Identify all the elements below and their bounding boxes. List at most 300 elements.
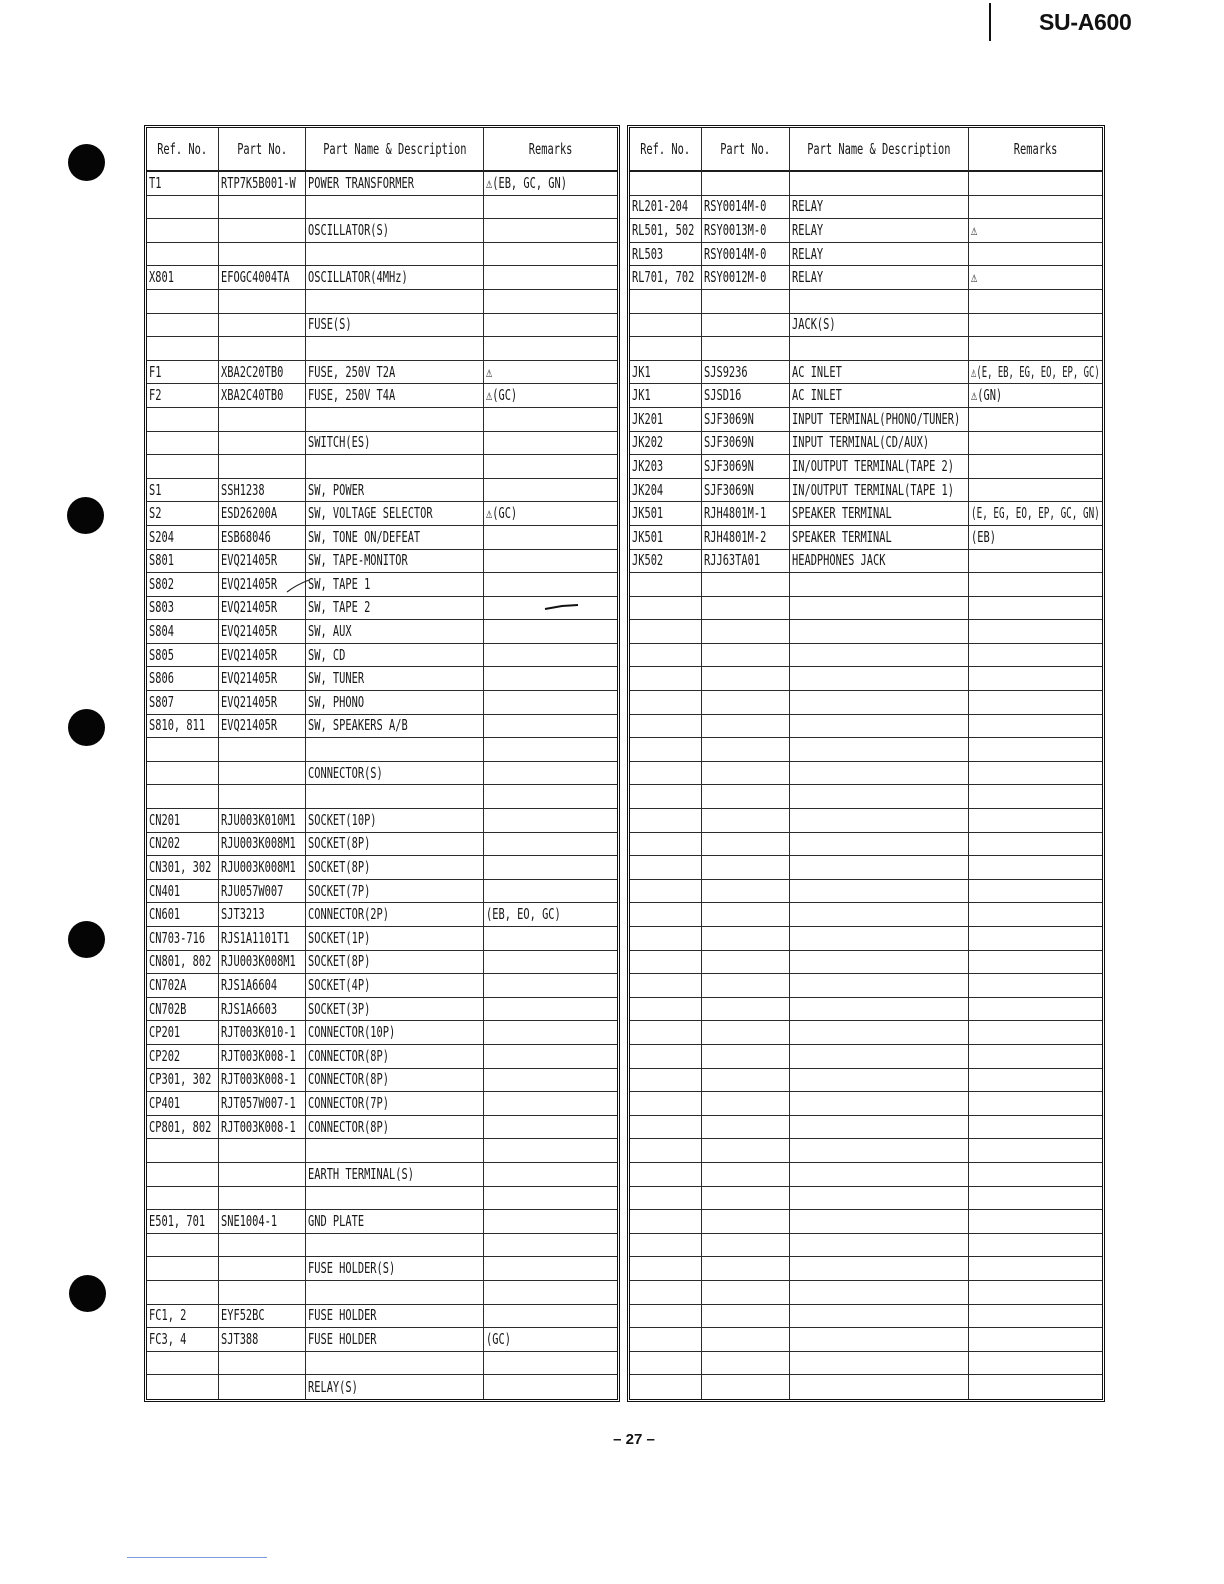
ref-no-cell: [147, 1257, 219, 1281]
ref-no-cell: [630, 1352, 702, 1376]
part-no-text: RJH4801M-2: [704, 527, 767, 546]
part-no-text: SJF3069N: [704, 409, 754, 428]
ref-no-cell: [630, 880, 702, 904]
remarks-cell: [484, 573, 617, 597]
part-name-cell: [306, 1305, 484, 1329]
ref-no-text: CP301, 302: [149, 1070, 212, 1089]
part-name-cell: [790, 266, 969, 290]
remarks-cell: [484, 856, 617, 880]
part-name-cell: [790, 833, 969, 857]
part-no-cell: [702, 1305, 790, 1329]
ref-no-text: CN601: [149, 905, 181, 924]
remarks-cell: [484, 620, 617, 644]
part-name-cell: [790, 951, 969, 975]
part-name-cell: [790, 314, 969, 338]
ref-no-cell: [630, 738, 702, 762]
remarks-cell: [969, 408, 1102, 432]
part-name-cell: [306, 1352, 484, 1376]
part-name-cell: [790, 998, 969, 1022]
remarks-cell: [969, 479, 1102, 503]
ref-no-cell: [630, 1021, 702, 1045]
ref-no-cell: [147, 1328, 219, 1352]
ref-no-cell: [630, 243, 702, 267]
part-name-cell: [790, 1257, 969, 1281]
part-no-cell: [219, 1375, 306, 1399]
ref-no-text: F1: [149, 362, 162, 381]
ref-no-cell: [630, 1187, 702, 1211]
remarks-cell: [969, 1187, 1102, 1211]
part-no-text: EVQ21405R: [221, 551, 278, 570]
part-name-cell: [306, 172, 484, 196]
part-no-text: RSY0014M-0: [704, 244, 767, 263]
part-name-cell: [790, 597, 969, 621]
remarks-cell: [969, 196, 1102, 220]
column-header-ref-no: [630, 128, 702, 172]
ref-no-cell: [147, 1352, 219, 1376]
part-name-cell: [306, 1257, 484, 1281]
remarks-cell: [484, 172, 617, 196]
remarks-cell: [484, 738, 617, 762]
ref-no-cell: [630, 550, 702, 574]
ref-no-text: CN702A: [149, 975, 187, 994]
remarks-cell: [484, 408, 617, 432]
ref-no-text: CN201: [149, 810, 181, 829]
part-name-text: FUSE HOLDER(S): [308, 1259, 396, 1278]
part-name-text: FUSE(S): [308, 315, 352, 334]
part-no-cell: [219, 455, 306, 479]
part-name-cell: [306, 1163, 484, 1187]
part-no-cell: [219, 266, 306, 290]
part-name-cell: [790, 1187, 969, 1211]
part-no-text: RJJ63TA01: [704, 551, 761, 570]
part-name-cell: [306, 479, 484, 503]
remarks-cell: [484, 1163, 617, 1187]
part-name-text: CONNECTOR(8P): [308, 1070, 390, 1089]
part-name-cell: [306, 809, 484, 833]
part-no-cell: [219, 196, 306, 220]
ref-no-text: CN202: [149, 834, 181, 853]
remarks-cell: [484, 667, 617, 691]
part-no-cell: [219, 1352, 306, 1376]
part-no-cell: [702, 1234, 790, 1258]
remarks-cell: [969, 785, 1102, 809]
part-name-text: SW, TAPE 2: [308, 598, 371, 617]
remarks-cell: [969, 1305, 1102, 1329]
ref-no-cell: [630, 172, 702, 196]
ref-no-text: E501, 701: [149, 1211, 206, 1230]
part-no-text: RJU003K008M1: [221, 834, 296, 853]
remarks-cell: [969, 738, 1102, 762]
part-name-text: SW, TAPE 1: [308, 574, 371, 593]
part-name-cell: [790, 290, 969, 314]
part-no-cell: [702, 762, 790, 786]
remarks-cell: [969, 1234, 1102, 1258]
column-header-ref-no-text: Ref. No.: [157, 139, 208, 158]
part-name-cell: [790, 1021, 969, 1045]
part-no-text: RSY0013M-0: [704, 220, 767, 239]
ref-no-cell: [630, 785, 702, 809]
part-no-cell: [219, 974, 306, 998]
part-name-cell: [306, 219, 484, 243]
ref-no-cell: [630, 715, 702, 739]
part-name-cell: [306, 1139, 484, 1163]
ref-no-cell: [147, 927, 219, 951]
part-name-cell: [790, 219, 969, 243]
part-name-cell: [306, 1045, 484, 1069]
part-name-text: SW, POWER: [308, 480, 365, 499]
part-name-cell: [790, 785, 969, 809]
part-no-cell: [702, 502, 790, 526]
ref-no-text: CP401: [149, 1093, 181, 1112]
part-name-text: SW, CD: [308, 645, 346, 664]
part-no-text: RSY0014M-0: [704, 197, 767, 216]
part-no-text: RJT057W007-1: [221, 1093, 296, 1112]
ref-no-cell: [630, 974, 702, 998]
part-name-text: OSCILLATOR(4MHz): [308, 268, 408, 287]
remarks-cell: [484, 974, 617, 998]
part-name-text: RELAY: [792, 197, 824, 216]
ref-no-text: T1: [149, 173, 162, 192]
ref-no-cell: [630, 1139, 702, 1163]
ref-no-cell: [630, 266, 702, 290]
ref-no-cell: [630, 667, 702, 691]
ref-no-cell: [147, 856, 219, 880]
part-no-cell: [702, 998, 790, 1022]
remarks-cell: [969, 809, 1102, 833]
part-name-text: JACK(S): [792, 315, 836, 334]
part-name-text: IN/OUTPUT TERMINAL(TAPE 1): [792, 480, 955, 499]
remarks-text: ⚠(GC): [486, 504, 518, 523]
part-no-cell: [702, 384, 790, 408]
remarks-cell: [969, 644, 1102, 668]
part-no-text: RJS1A1101T1: [221, 928, 290, 947]
part-name-cell: [790, 1045, 969, 1069]
part-no-text: RJT003K008-1: [221, 1070, 296, 1089]
part-no-cell: [219, 432, 306, 456]
part-name-cell: [306, 361, 484, 385]
part-name-cell: [306, 1234, 484, 1258]
part-name-cell: [306, 762, 484, 786]
column-header-part-no-text: Part No.: [237, 139, 287, 158]
part-no-cell: [702, 337, 790, 361]
remarks-cell: [969, 1139, 1102, 1163]
ref-no-text: S804: [149, 622, 174, 641]
part-name-cell: [790, 903, 969, 927]
remarks-cell: [969, 1257, 1102, 1281]
part-no-text: EVQ21405R: [221, 598, 278, 617]
part-name-cell: [790, 408, 969, 432]
ref-no-cell: [147, 314, 219, 338]
part-no-text: RJU003K010M1: [221, 810, 296, 829]
part-no-cell: [702, 1021, 790, 1045]
ref-no-text: CN702B: [149, 999, 187, 1018]
part-no-cell: [219, 1045, 306, 1069]
ref-no-text: JK201: [632, 409, 664, 428]
part-no-cell: [702, 432, 790, 456]
part-no-cell: [702, 243, 790, 267]
part-name-cell: [790, 809, 969, 833]
remarks-cell: [969, 172, 1102, 196]
part-name-text: CONNECTOR(10P): [308, 1023, 396, 1042]
remarks-cell: [969, 314, 1102, 338]
ref-no-cell: [147, 384, 219, 408]
remarks-cell: [969, 550, 1102, 574]
remarks-text: ⚠(EB, GC, GN): [486, 173, 568, 192]
remarks-cell: [484, 785, 617, 809]
part-no-text: SNE1004-1: [221, 1211, 278, 1230]
ref-no-cell: [147, 408, 219, 432]
part-name-cell: [790, 384, 969, 408]
part-no-cell: [219, 1257, 306, 1281]
remarks-cell: [484, 290, 617, 314]
remarks-cell: [969, 998, 1102, 1022]
part-no-cell: [702, 479, 790, 503]
part-name-text: FUSE, 250V T4A: [308, 386, 396, 405]
ref-no-cell: [147, 361, 219, 385]
remarks-cell: [484, 1257, 617, 1281]
part-no-cell: [219, 809, 306, 833]
part-no-text: SJS9236: [704, 362, 748, 381]
part-no-cell: [702, 856, 790, 880]
column-header-part-name: [306, 128, 484, 172]
binder-hole: [68, 144, 105, 181]
ref-no-cell: [147, 1187, 219, 1211]
part-no-text: SJF3069N: [704, 433, 754, 452]
parts-table-left: [144, 125, 620, 1402]
remarks-cell: [969, 384, 1102, 408]
part-name-cell: [790, 573, 969, 597]
part-name-text: CONNECTOR(S): [308, 763, 383, 782]
remarks-cell: [484, 644, 617, 668]
part-name-cell: [306, 502, 484, 526]
ref-no-cell: [630, 951, 702, 975]
part-no-text: RJT003K010-1: [221, 1023, 296, 1042]
part-name-cell: [306, 550, 484, 574]
ref-no-cell: [630, 314, 702, 338]
part-name-text: AC INLET: [792, 386, 842, 405]
ref-no-cell: [147, 1281, 219, 1305]
part-name-text: CONNECTOR(8P): [308, 1046, 390, 1065]
ref-no-text: S801: [149, 551, 174, 570]
part-no-cell: [219, 1021, 306, 1045]
remarks-cell: [484, 361, 617, 385]
remarks-cell: [484, 1305, 617, 1329]
remarks-cell: [969, 762, 1102, 786]
ref-no-cell: [147, 667, 219, 691]
remarks-text: ⚠(GN): [971, 386, 1003, 405]
column-header-part-no-text: Part No.: [720, 139, 771, 158]
part-no-cell: [219, 785, 306, 809]
part-no-cell: [702, 172, 790, 196]
part-name-text: FUSE HOLDER: [308, 1306, 377, 1325]
ref-no-cell: [147, 219, 219, 243]
ref-no-cell: [630, 408, 702, 432]
part-no-text: SJF3069N: [704, 456, 754, 475]
ref-no-text: CP801, 802: [149, 1117, 212, 1136]
part-name-cell: [306, 856, 484, 880]
part-name-text: CONNECTOR(7P): [308, 1093, 390, 1112]
ref-no-text: RL701, 702: [632, 268, 695, 287]
part-no-cell: [702, 880, 790, 904]
ref-no-cell: [630, 1210, 702, 1234]
ref-no-text: F2: [149, 386, 162, 405]
ref-no-cell: [147, 196, 219, 220]
part-name-cell: [790, 715, 969, 739]
ref-no-cell: [147, 998, 219, 1022]
remarks-text: ⚠: [971, 220, 978, 239]
part-name-cell: [790, 644, 969, 668]
part-name-cell: [306, 951, 484, 975]
column-header-remarks: [969, 128, 1102, 172]
part-name-text: CONNECTOR(2P): [308, 905, 390, 924]
ref-no-cell: [630, 1328, 702, 1352]
part-no-cell: [702, 196, 790, 220]
part-no-cell: [219, 1069, 306, 1093]
ref-no-cell: [147, 620, 219, 644]
remarks-text: (EB, EO, GC): [486, 905, 561, 924]
part-no-cell: [219, 715, 306, 739]
remarks-cell: [969, 597, 1102, 621]
part-no-cell: [702, 597, 790, 621]
part-name-text: SPEAKER TERMINAL: [792, 504, 892, 523]
ref-no-text: S806: [149, 669, 174, 688]
ref-no-cell: [630, 196, 702, 220]
remarks-cell: [969, 573, 1102, 597]
part-no-cell: [702, 1069, 790, 1093]
remarks-cell: [969, 1281, 1102, 1305]
part-no-cell: [702, 1281, 790, 1305]
part-name-cell: [790, 502, 969, 526]
ref-no-cell: [630, 809, 702, 833]
remarks-cell: [969, 432, 1102, 456]
remarks-cell: [484, 1375, 617, 1399]
ref-no-cell: [147, 951, 219, 975]
ref-no-text: JK202: [632, 433, 664, 452]
ref-no-cell: [630, 644, 702, 668]
column-header-remarks-text: Remarks: [528, 139, 573, 158]
ref-no-cell: [147, 1305, 219, 1329]
part-no-cell: [219, 172, 306, 196]
part-name-text: CONNECTOR(8P): [308, 1117, 390, 1136]
part-no-text: EVQ21405R: [221, 574, 278, 593]
part-name-cell: [306, 998, 484, 1022]
ref-no-cell: [630, 856, 702, 880]
part-name-cell: [306, 573, 484, 597]
part-no-text: RJS1A6603: [221, 999, 278, 1018]
ref-no-cell: [147, 455, 219, 479]
remarks-cell: [484, 1069, 617, 1093]
remarks-cell: [484, 384, 617, 408]
remarks-cell: [484, 337, 617, 361]
part-no-cell: [219, 691, 306, 715]
part-no-cell: [219, 408, 306, 432]
ref-no-cell: [147, 880, 219, 904]
part-name-cell: [790, 927, 969, 951]
ref-no-cell: [147, 762, 219, 786]
part-no-cell: [702, 833, 790, 857]
part-no-cell: [702, 1045, 790, 1069]
part-name-cell: [790, 1234, 969, 1258]
part-name-text: SOCKET(4P): [308, 975, 371, 994]
remarks-cell: [969, 290, 1102, 314]
remarks-cell: [484, 833, 617, 857]
binder-hole: [68, 921, 105, 958]
part-name-cell: [306, 1187, 484, 1211]
binder-hole: [68, 709, 105, 746]
part-no-cell: [219, 903, 306, 927]
column-header-part-name-text: Part Name & Description: [807, 139, 951, 158]
remarks-cell: [969, 1163, 1102, 1187]
part-no-cell: [702, 266, 790, 290]
part-name-cell: [790, 762, 969, 786]
part-no-cell: [702, 738, 790, 762]
part-no-cell: [702, 1352, 790, 1376]
remarks-cell: [484, 1281, 617, 1305]
part-name-cell: [790, 1352, 969, 1376]
part-name-text: SW, TAPE-MONITOR: [308, 551, 408, 570]
remarks-cell: [484, 550, 617, 574]
part-no-text: SJT3213: [221, 905, 265, 924]
part-no-cell: [219, 290, 306, 314]
remarks-text: ⚠(GC): [486, 386, 518, 405]
part-no-text: EVQ21405R: [221, 622, 278, 641]
part-name-cell: [790, 880, 969, 904]
remarks-cell: [969, 856, 1102, 880]
header-rule: [989, 3, 991, 41]
remarks-cell: [969, 1210, 1102, 1234]
ref-no-cell: [147, 974, 219, 998]
ref-no-cell: [147, 290, 219, 314]
column-header-ref-no: [147, 128, 219, 172]
ref-no-text: JK502: [632, 551, 664, 570]
part-name-cell: [306, 196, 484, 220]
ref-no-text: S805: [149, 645, 174, 664]
remarks-cell: [969, 219, 1102, 243]
ref-no-text: X801: [149, 268, 174, 287]
part-no-text: EYF52BC: [221, 1306, 265, 1325]
model-number: SU-A600: [1039, 9, 1132, 35]
remarks-text: ⚠(E, EB, EG, EO, EP, GC): [971, 362, 1100, 381]
remarks-cell: [969, 455, 1102, 479]
part-name-cell: [790, 1069, 969, 1093]
part-name-text: SOCKET(10P): [308, 810, 377, 829]
part-name-cell: [790, 1375, 969, 1399]
part-no-text: RJU003K008M1: [221, 952, 296, 971]
part-no-cell: [702, 809, 790, 833]
part-name-cell: [790, 1210, 969, 1234]
part-name-text: SW, PHONO: [308, 692, 365, 711]
part-name-cell: [306, 384, 484, 408]
part-no-cell: [219, 1210, 306, 1234]
part-no-cell: [219, 644, 306, 668]
remarks-cell: [484, 691, 617, 715]
part-no-cell: [219, 597, 306, 621]
remarks-cell: [969, 880, 1102, 904]
part-name-cell: [306, 1021, 484, 1045]
part-name-cell: [790, 691, 969, 715]
part-name-text: SOCKET(8P): [308, 858, 371, 877]
part-name-cell: [790, 974, 969, 998]
part-name-cell: [306, 290, 484, 314]
remarks-text: ⚠: [971, 268, 978, 287]
part-no-cell: [219, 667, 306, 691]
ref-no-cell: [147, 1045, 219, 1069]
remarks-cell: [969, 243, 1102, 267]
part-no-text: XBA2C40TB0: [221, 386, 284, 405]
ref-no-cell: [630, 290, 702, 314]
remarks-cell: [484, 951, 617, 975]
part-name-text: SW, SPEAKERS A/B: [308, 716, 408, 735]
